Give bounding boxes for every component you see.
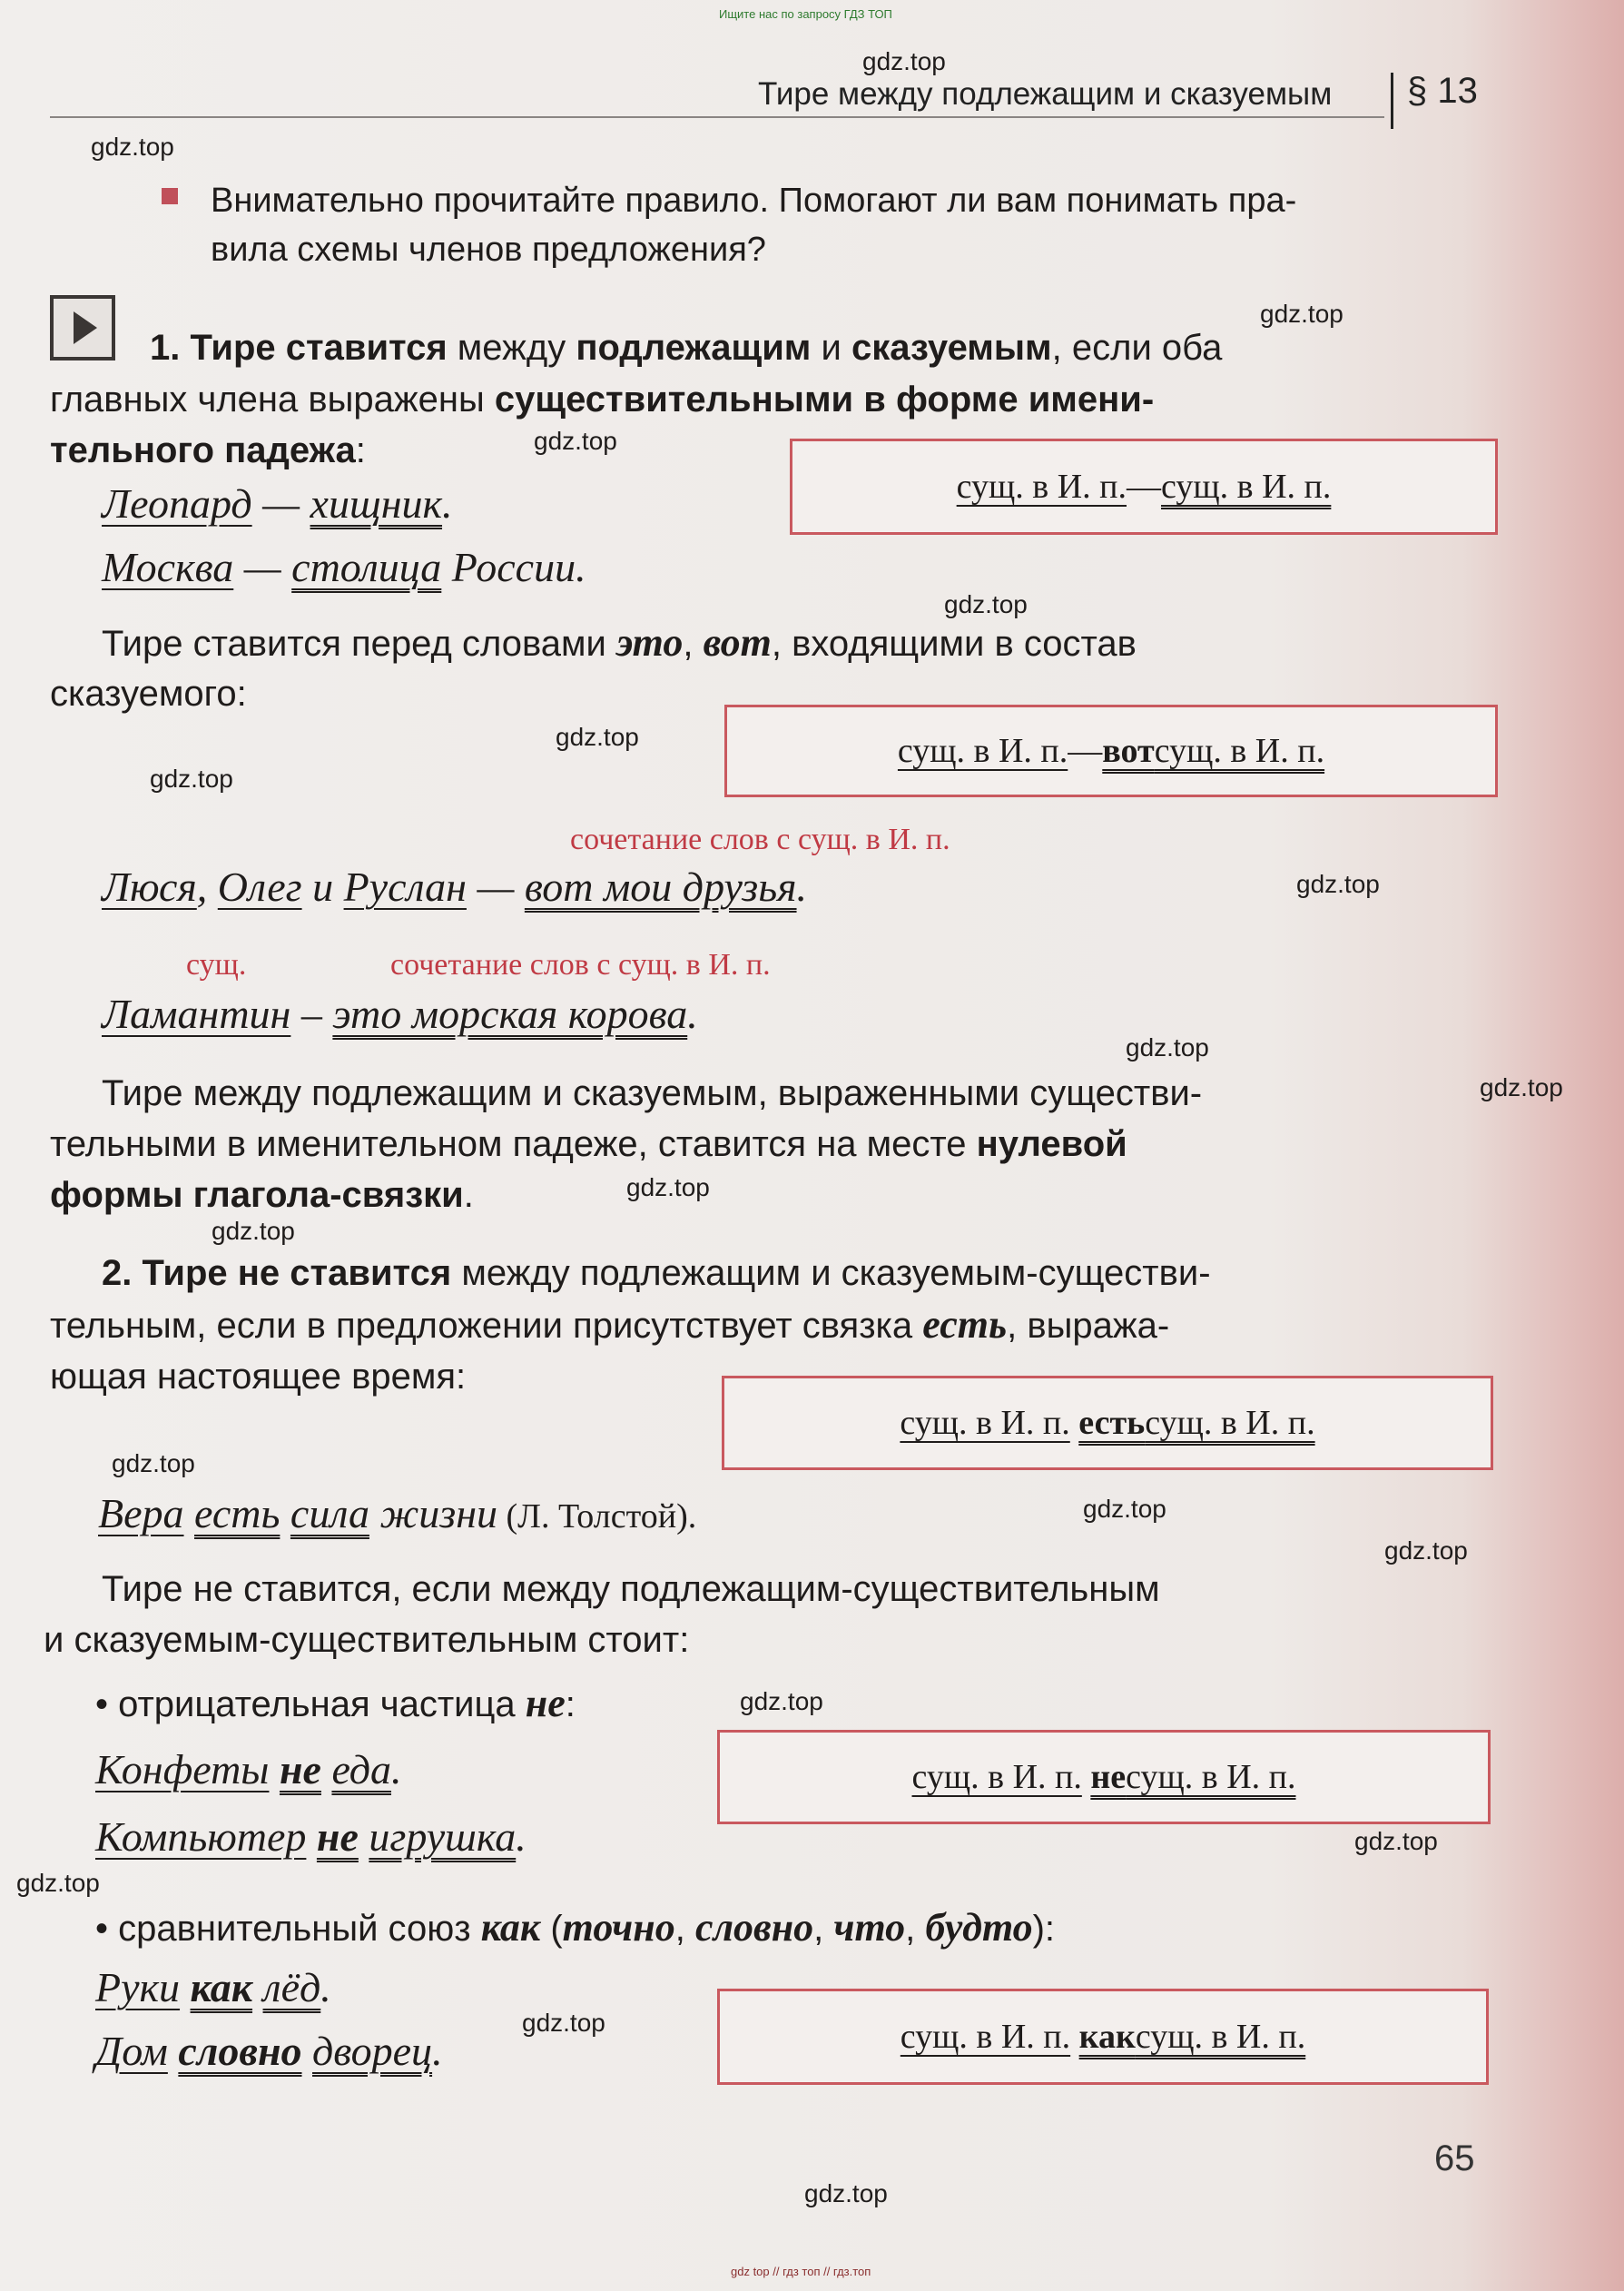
example-leopard: Леопард — хищник. xyxy=(102,480,453,527)
watermark: gdz.top xyxy=(804,2179,888,2207)
top-banner: Ищите нас по запросу ГДЗ ТОП xyxy=(719,7,892,21)
example-house: Дом словно дворец. xyxy=(95,2028,443,2074)
rule1b-line-2: сказуемого: xyxy=(50,674,247,714)
watermark: gdz.top xyxy=(1384,1536,1468,1565)
header-separator xyxy=(1391,73,1393,129)
intro-line-1: Внимательно прочитайте правило. Помогают ли вам понимать пра- xyxy=(211,182,1297,220)
watermark: gdz.top xyxy=(91,133,174,161)
section-number: § 13 xyxy=(1407,71,1478,111)
rule1-line-2: главных члена выражены существительными в форме имени- xyxy=(50,380,1155,420)
example-candy: Конфеты не еда. xyxy=(95,1746,402,1792)
running-header-title: Тире между подлежащим и сказуемым xyxy=(758,76,1333,112)
watermark: gdz.top xyxy=(534,427,617,455)
rule1b-para-2: тельными в именительном падеже, ставится на месте нулевой xyxy=(50,1124,1127,1164)
watermark: gdz.top xyxy=(150,765,233,793)
watermark: gdz.top xyxy=(1260,300,1343,328)
rule2-para-1: Тире не ставится, если между подлежащим-существительным xyxy=(102,1569,1160,1609)
footer-banner: gdz top // гдз топ // гдз.топ xyxy=(731,2265,871,2278)
schema-box-est: сущ. в И. п. есть сущ. в И. п. xyxy=(722,1376,1493,1470)
rule2-line-1: 2. Тире не ставится между подлежащим и сказуемым-существи- xyxy=(102,1253,1211,1293)
schema-box-ne: сущ. в И. п. не сущ. в И. п. xyxy=(717,1730,1491,1824)
watermark: gdz.top xyxy=(1480,1073,1563,1101)
watermark: gdz.top xyxy=(16,1869,100,1897)
rule1-line-1: 1. Тире ставится между подлежащим и сказуемым, если оба xyxy=(150,328,1223,368)
play-marker-icon xyxy=(50,295,115,360)
rule2-line-3: ющая настоящее время: xyxy=(50,1357,467,1397)
rule1-line-3: тельного падежа: xyxy=(50,430,366,470)
bullet-negation: • отрицательная частица не: xyxy=(95,1681,576,1725)
watermark: gdz.top xyxy=(862,47,946,75)
example-computer: Компьютер не игрушка. xyxy=(95,1813,527,1860)
rule1b-para-1: Тире между подлежащим и сказуемым, выраженными существи- xyxy=(102,1073,1203,1113)
watermark: gdz.top xyxy=(112,1449,195,1477)
example-vera: Вера есть сила жизни (Л. Толстой). xyxy=(98,1490,697,1536)
watermark: gdz.top xyxy=(1296,870,1380,898)
watermark: gdz.top xyxy=(522,2009,605,2037)
watermark: gdz.top xyxy=(1354,1827,1438,1855)
watermark: gdz.top xyxy=(740,1687,823,1715)
watermark: gdz.top xyxy=(1126,1033,1209,1062)
page-number: 65 xyxy=(1434,2138,1475,2178)
note-combination-top: сочетание слов с сущ. в И. п. xyxy=(570,823,950,856)
schema-box-dash: сущ. в И. п. — сущ. в И. п. xyxy=(790,439,1498,535)
watermark: gdz.top xyxy=(944,590,1028,618)
rule1b-para-3: формы глагола-связки. xyxy=(50,1175,474,1215)
rule1b-line-1: Тире ставится перед словами это, вот, входящими в состав xyxy=(102,620,1137,665)
example-manatee: Ламантин – это морская корова. xyxy=(102,991,698,1037)
watermark: gdz.top xyxy=(556,723,639,751)
watermark: gdz.top xyxy=(626,1173,710,1201)
rule2-line-2: тельным, если в предложении присутствует связка есть, выража- xyxy=(50,1302,1170,1347)
intro-line-2: вила схемы членов предложения? xyxy=(211,231,766,269)
header-rule xyxy=(50,116,1384,118)
example-friends: Люся, Олег и Руслан — вот мои друзья. xyxy=(102,864,808,910)
example-hands: Руки как лёд. xyxy=(95,1964,331,2010)
rule2-para-2: и сказуемым-существительным стоит: xyxy=(44,1620,690,1660)
watermark: gdz.top xyxy=(212,1217,295,1245)
note-combination-bottom: сочетание слов с сущ. в И. п. xyxy=(390,948,771,982)
watermark: gdz.top xyxy=(1083,1495,1166,1523)
bullet-square-icon xyxy=(162,188,178,204)
schema-box-vot: сущ. в И. п. — вот сущ. в И. п. xyxy=(724,705,1498,797)
example-moscow: Москва — столица России. xyxy=(102,544,586,590)
note-noun: сущ. xyxy=(186,948,247,982)
bullet-comparison: • сравнительный союз как (точно, словно, что, будто): xyxy=(95,1905,1056,1950)
schema-box-kak: сущ. в И. п. как сущ. в И. п. xyxy=(717,1989,1489,2085)
